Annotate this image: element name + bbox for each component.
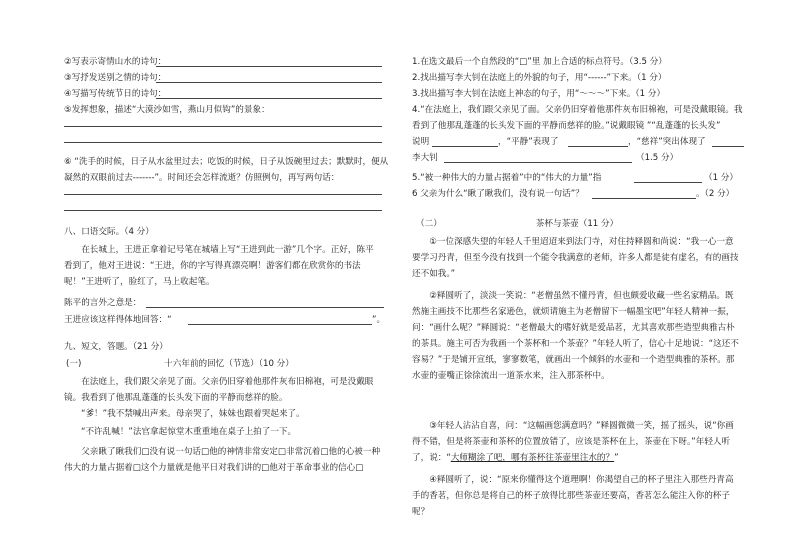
answer-line-q3[interactable] [156,82,382,83]
answer-line-q5-1[interactable] [64,126,382,127]
question-5: ⑤发挥想象，描述“大漠沙如雪，燕山月似钩”的景象： [64,105,270,115]
question-r4-line4a: 李大钊 [412,153,438,163]
question-r4-line2: 看到了他那乱蓬蓬的长头发下面的平静而慈祥的脸。”说戴眼镜 ”“乱蓬蓬的长头发” [412,121,721,131]
part-2-para-2: ②释圆听了，淡淡一笑说：“老僧虽然不懂丹青，但也颇爱收藏一些名家精品。既然施主画技不比那些名家逊色，就烦请施主为老僧留下一幅墨宝吧”年轻人精神一振，问：“画什么呢？”释圆说：“老僧最大的嗜好就是爱品茗，尤其喜欢那些造型典雅古朴的茶具。施主可否为我画一个茶杯和一个茶壶？”年轻人听了，信心十足地说：“这还不容易？”于是铺开宣纸，寥寥数笔，就画出一个倾斜的水壶和一个造型典雅的茶杯。那水壶的壶嘴正徐徐流出一道茶水来，注入那茶杯中。 [412,291,739,381]
answer-line-r5[interactable] [634,182,702,183]
question-r4-line4b: （1.5 分） [636,153,679,163]
part-1-para-2: “爹！”我不禁喊出声来。母亲哭了，妹妹也跟着哭起来了。 [81,409,305,419]
part-2-label: （二） [416,219,442,229]
part-2-para-3-underlined: 大师糊涂了吧，哪有茶杯往茶壶里注水的？ [450,453,615,463]
part-2-para-3 [412,418,742,466]
part-1-para-3: “不许乱喊！”法官拿起惊堂木重重地在桌子上拍了一下。 [81,427,297,437]
answer-line-r4-2[interactable] [568,146,628,147]
section-9-title: 九、短文，答题。（21 分） [64,342,168,352]
part-2-title: 茶杯与茶壶（11 分） [535,219,619,229]
section-8-q2-label: 王进应该这样得体地回答： [64,315,168,325]
part-2-para-4: ④释圆听了，说：“原来你懂得这个道理啊！你渴望自己的杯子里注入那些丹青高手的香茗，但你总是将自己的杯子放得比那些茶壶还要高，香茗怎么能注入你的杯子呢？ [412,475,734,517]
section-8-title: 八、口语交际。（4 分） [64,227,154,237]
answer-line-r4-3[interactable] [712,146,744,147]
section-8-q2 [64,314,172,326]
section-8-passage: 在长城上，王进正拿着记号笔在城墙上写“王进到此一游”几个字。正好，陈平看到了，他对王进说：“王进，你的字写得真漂亮啊！游客们都在欣赏你的书法呢！”王进听了，脸红了，马上收起笔。 [64,245,374,287]
question-6-line1: ⑥ “洗手的时候，日子从水盆里过去；吃饭的时候，日子从饭碗里过去；默默时，便从 [64,157,389,167]
question-3: ③写抒发送别之情的诗句： [64,73,167,83]
part-2-para-3-close: ” [614,453,619,463]
answer-line-q4[interactable] [156,98,382,99]
part-1-para-1: 在法庭上，我们跟父亲见了面。父亲仍旧穿着他那件灰布旧棉袍，可是没戴眼镜。我看到了他那乱蓬蓬的长头发下面的平静而慈祥的脸。 [64,377,374,403]
question-r6-end: 。（2 分） [696,189,735,199]
part-2-para-3-text: ③年轻人沾沾自喜，问：“这幅画您满意吗？”释圆微微一笑，摇了摇头，说“你画得不错，但是将茶壶和茶杯的位置放错了，应该是茶杯在上，茶壶在下呀。”年轻人听了，说：“ [412,421,734,463]
question-r3: 3.找出描写李大钊在法庭上神态的句子，用“～～～”下来。（1 分） [412,89,666,99]
answer-line-sec8-q2[interactable] [188,324,372,325]
section-8-q2-quote: “ [167,315,172,325]
answer-line-q6-2[interactable] [64,210,382,211]
answer-line-r6[interactable] [592,198,696,199]
part-2-para-1: ①一位深感失望的年轻人千里迢迢来到法门寺，对住持释圆和尚说：“我一心一意要学习丹青，但至今没有找到一个能令我满意的老师，许多人都是徒有虚名，有的画技还不如我。” [412,237,739,279]
question-r5-end: （1 分） [704,173,738,183]
answer-line-q2[interactable] [156,66,382,67]
question-r1: 1.在选文最后一个自然段的“□”里 加上合适的标点符号。（3.5 分） [412,57,667,67]
answer-line-r4-4[interactable] [444,162,632,163]
question-r5: 5.“被一种伟大的力量占据着”中的“伟大的力量”指 [412,173,602,183]
part-1-para-4: 父亲瞅了瞅我们□没有说一句话□他的神情非常安定□非常沉着□他的心被一种伟大的力量占据着□这个力量就是他平日对我们讲的□他对于革命事业的信心□ [64,447,381,473]
part-1-label: (一) [66,359,82,369]
answer-line-q5-2[interactable] [64,142,382,143]
question-6-line2: 凝然的双眼前过去-------”。时间还会怎样流逝？仿照例句，再写两句话： [64,173,340,183]
question-r4-line3b: ，“平静”表现了 [498,137,559,147]
question-r2: 2.找出描写李大钊在法庭上的外貌的句子，用“------”下来。（1 分） [412,73,667,83]
answer-line-sec8-q1[interactable] [146,307,384,308]
question-r4-line3c: ，“慈祥”突出体现了 [628,137,706,147]
answer-line-q6-1[interactable] [64,194,382,195]
answer-line-r4-1[interactable] [432,146,498,147]
section-8-q2-end: ”。 [372,315,386,325]
question-4: ④写描写传统节日的诗句： [64,89,167,99]
part-1-title: 十六年前的回忆（节选）（10 分） [164,359,294,369]
section-8-q1: 陈平的言外之意是： [64,298,142,308]
question-r4-line3a: 说明 [412,137,430,147]
question-r6: 6 父亲为什么“瞅了瞅我们，没有说一句话”？ [412,189,584,199]
question-2: ②写表示寄情山水的诗句： [64,57,167,67]
question-r4-line1: 4.“在法庭上，我们跟父亲见了面。父亲仍旧穿着他那件灰布旧棉袍，可是没戴眼镜。我 [412,105,743,115]
